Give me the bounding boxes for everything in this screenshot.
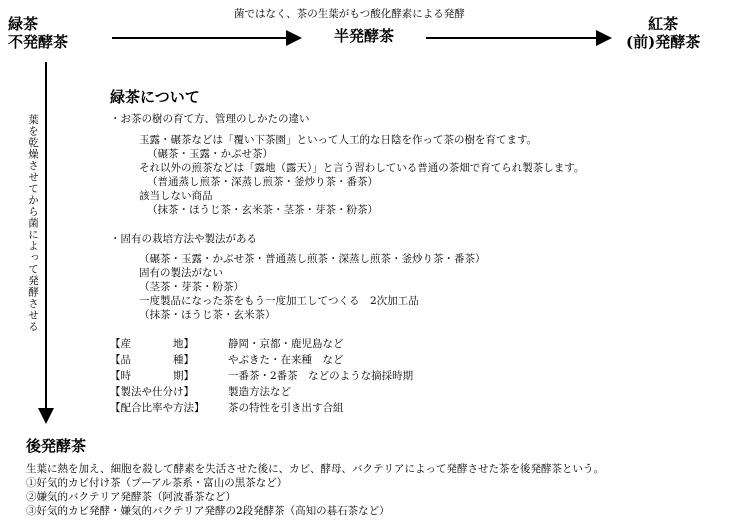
attribute-label: 【産 地】: [110, 338, 194, 350]
unfermented-tea-label: 不発酵茶: [8, 33, 69, 51]
attribute-label: 【品 種】: [110, 354, 194, 366]
attribute-value: 製造方法など: [228, 386, 291, 398]
cultivation-bullet: ・お茶の樹の育て方、管理のしかたの違い: [110, 113, 310, 125]
attribute-label: 【配合比率や方法】: [110, 402, 205, 414]
arrow-green-to-semi: [112, 30, 302, 46]
semi-fermented-label: 半発酵茶: [334, 27, 395, 45]
methods-line: 固有の製法がない: [139, 267, 223, 279]
methods-bullet: ・固有の栽培方法や製法がある: [110, 233, 257, 245]
attribute-row: [110, 384, 413, 400]
drying-fermentation-caption: 葉を乾燥させてから菌によって発酵させる: [27, 114, 39, 333]
attribute-row: [110, 352, 413, 368]
pre-fermented-tea-label: (前)発酵茶: [626, 33, 701, 51]
section-title: 緑茶について: [110, 88, 200, 106]
post-fermented-item: ②嫌気的バクテリア発酵茶（阿波番茶など）: [26, 491, 236, 503]
post-fermented-block: [26, 462, 604, 518]
methods-line: （抹茶・ほうじ茶・玄米茶）: [139, 309, 276, 321]
attributes-table: [110, 336, 413, 416]
cultivation-line: （抹茶・ほうじ茶・玄米茶・茎茶・芽茶・粉茶）: [147, 204, 378, 216]
arrow-semi-to-black: [426, 30, 612, 46]
attribute-label: 【時 期】: [110, 370, 194, 382]
post-fermented-description: 生葉に熱を加え、細胞を殺して酵素を失活させた後に、カビ、酵母、バクテリアによって発酵させた茶を後発酵茶という。: [26, 463, 605, 475]
methods-line: （茎茶・芽茶・粉茶）: [139, 281, 244, 293]
methods-line: 一度製品になった茶をもう一度加工してつくる 2次加工品: [139, 295, 419, 307]
oxidation-caption: 菌ではなく、茶の生葉がもつ酸化酵素による発酵: [234, 8, 465, 20]
attribute-row: [110, 400, 413, 416]
post-fermented-item: ①好気的カビ付け茶（プーアル茶系・富山の黒茶など）: [26, 477, 288, 489]
attribute-row: [110, 336, 413, 352]
attribute-row: [110, 368, 413, 384]
methods-line: （碾茶・玉露・かぶせ茶・普通蒸し煎茶・深蒸し煎茶・釜炒り茶・番茶）: [139, 253, 486, 265]
black-tea-label: 紅茶: [648, 15, 679, 33]
cultivation-line: （普通蒸し煎茶・深蒸し煎茶・釜炒り茶・番茶）: [147, 176, 378, 188]
attribute-value: 一番茶・2番茶 などのような摘採時期: [228, 370, 414, 382]
attribute-label: 【製法や仕分け】: [110, 386, 194, 398]
cultivation-line: 該当しない商品: [139, 190, 213, 202]
cultivation-line: （碾茶・玉露・かぶせ茶）: [147, 148, 273, 160]
cultivation-block: [139, 133, 584, 217]
attribute-value: 茶の特性を引き出す合組: [228, 402, 344, 414]
methods-block: [139, 252, 486, 322]
attribute-value: やぶきた・在来種 など: [228, 354, 344, 366]
cultivation-line: それ以外の煎茶などは「露地（露天）」と言う習わしている普通の茶畑で育てられ製茶します。: [139, 162, 585, 174]
cultivation-line: 玉露・碾茶などは「覆い下茶園」といって人工的な日陰を作って茶の樹を育てます。: [139, 134, 538, 146]
green-tea-label: 緑茶: [8, 15, 39, 33]
post-fermented-label: 後発酵茶: [26, 437, 87, 455]
post-fermented-item: ③好気的カビ発酵・嫌気的バクテリア発酵の2段発酵茶（高知の碁石茶など）: [26, 505, 390, 517]
attribute-value: 静岡・京都・鹿児島など: [228, 338, 344, 350]
